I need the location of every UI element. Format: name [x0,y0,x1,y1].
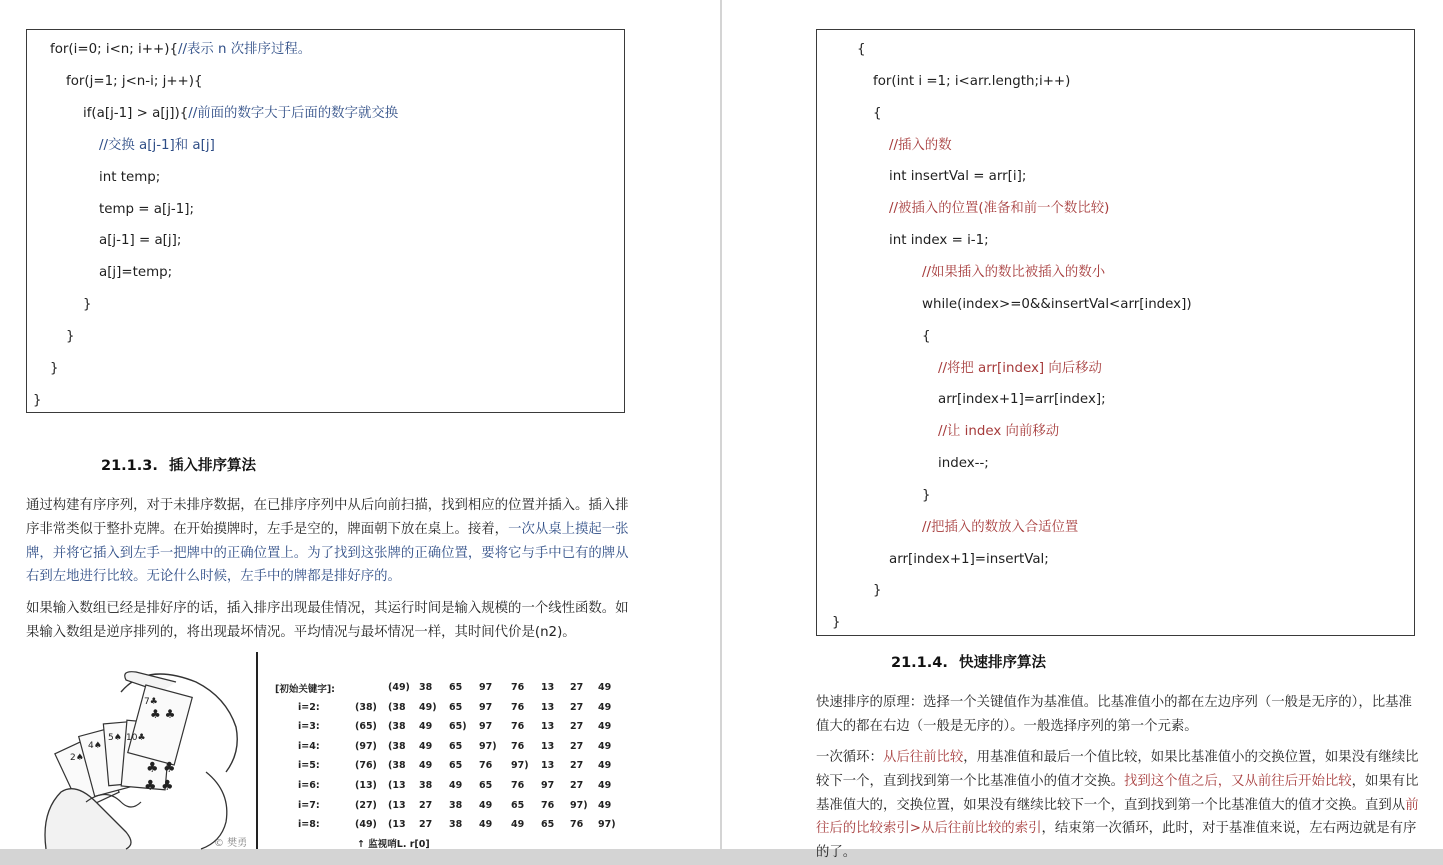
svg-text:7♣: 7♣ [144,697,158,707]
trace-cell: 97 [479,721,493,733]
code-text: arr[index+1]=insertVal; [889,551,1049,567]
svg-text:4♠: 4♠ [88,741,102,751]
code-line [873,575,882,607]
code-line [922,289,1192,321]
text-run: 如果输入数组已经是排好序的话，插入排序出现最佳情况，其运行时间是输入规模的一个线性函数。如果输入数组是逆序排列的，将出现最坏情况。平均情况与最坏情况一样，其时间代价是(n2)。 [26,601,629,640]
trace-cell: 27 [570,740,584,752]
trace-row-label: i=5: [298,760,320,772]
trace-cell: 76 [511,682,525,693]
trace-cell: 97) [570,799,588,811]
code-text: } [66,329,75,345]
code-comment: //表示 n 次排序过程。 [177,42,312,57]
trace-cell: (27) [355,799,377,811]
trace-cell: 97) [598,819,616,831]
code-comment: //把插入的数放入合适位置 [922,519,1079,535]
code-comment: //让 index 向前移动 [938,424,1060,440]
trace-cell: 76 [511,721,525,733]
trace-cell: 13 [541,760,555,772]
figure-divider [256,652,258,849]
trace-footer: ↑ 监视哨L. r[0] [357,839,430,850]
trace-cell: (38 [388,760,406,772]
trace-row-label: i=7: [298,799,320,811]
trace-cell: 13 [541,721,555,733]
trace-cell: 76 [541,799,555,811]
trace-cell: 76 [570,819,584,831]
svg-text:5♠: 5♠ [108,733,122,743]
trace-cell: 65 [449,701,463,713]
text-run: 快速排序的原理：选择一个关键值作为基准值。比基准值小的都在左边序列（一般是无序的），比基准值大的都在右边（一般是无序的）。一般选择序列的第一个元素。 [816,695,1412,734]
text-run: ，如果有比基准值大的，交换位置，如果没有继续比较下一个，直到找到第一个比基准值大的值才交换。直到从 [816,773,1419,813]
trace-cell: (65) [355,721,377,733]
code-line [889,225,989,257]
code-line [922,321,931,353]
code-text: int insertVal = arr[i]; [889,169,1027,185]
code-line [99,225,181,257]
code-text: a[j]=temp; [99,265,173,281]
insertion-sort-description [26,494,630,589]
trace-cell: 65 [511,799,525,811]
trace-cell: 27 [419,799,433,811]
trace-cell: 49 [598,760,612,772]
trace-cell: 38 [449,799,463,811]
section-title: 插入排序算法 [169,458,256,474]
trace-cell: (76) [355,760,377,772]
code-text: } [832,615,841,631]
code-text: } [50,361,59,376]
text-run: 找到这个值之后，又从前往后开始比较 [1123,773,1352,789]
code-line [50,353,59,385]
trace-cell: (38 [388,721,406,733]
quick-sort-heading [891,651,1046,672]
trace-cell: 65 [449,740,463,752]
code-line [873,98,882,130]
code-line [66,66,203,98]
trace-cell: 49 [419,740,433,752]
trace-cell: 38 [449,819,463,831]
trace-cell: (13 [388,799,406,811]
trace-cell: 49 [598,701,612,713]
code-line [50,34,311,66]
text-run: 前往后的比较索引>从后往前比较的索引 [816,797,1419,837]
code-line [938,448,989,480]
trace-cell: 13 [541,682,555,693]
code-text: { [857,42,866,57]
code-comment: //交换 a[j-1]和 a[j] [99,137,215,153]
code-line [873,66,1070,98]
insertion-sort-heading [101,454,256,475]
trace-cell: 13 [541,701,555,713]
code-line [83,289,92,321]
code-text: a[j-1] = a[j]; [99,233,182,249]
trace-header-label: [初始关键字]: [275,684,335,695]
code-text: { [873,105,882,121]
trace-cell: (13) [355,780,377,791]
bubble-sort-code-block [26,29,625,413]
svg-text:♣ ♣: ♣ ♣ [150,707,176,721]
code-line [889,161,1026,193]
trace-cell: 76 [479,760,493,772]
code-line [99,257,172,289]
code-line [922,480,931,512]
text-run: 从后往前比较 [882,750,964,765]
trace-cell: 65) [449,721,467,733]
code-line [889,544,1049,576]
text-run: ，用基准值和最后一个值比较，如果比基准值小的交换位置，如果没有继续比较下一个，直到找到第一个比基准值小的值才交换。 [816,750,1419,789]
code-text: if(a[j-1] > a[j]){ [83,105,189,121]
svg-text:10♣: 10♣ [126,733,146,743]
text-run: 一次循环： [816,750,883,765]
code-comment: //被插入的位置(准备和前一个数比较) [889,201,1110,217]
code-text: for(int i =1; i<arr.length;i++) [873,73,1071,89]
trace-cell: 65 [541,819,555,831]
code-line [99,162,160,194]
trace-cell: 49) [419,701,437,713]
insertion-sort-figure [26,652,632,849]
code-text: } [922,487,931,503]
trace-cell: 65 [479,780,493,791]
trace-cell: 97 [541,780,555,791]
code-line [938,416,1059,448]
trace-cell: (13 [388,819,406,831]
trace-cell: 97) [511,760,529,772]
code-text: int index = i-1; [889,233,989,249]
trace-cell: (49) [388,682,410,693]
trace-cell: 38 [419,780,433,791]
code-line [66,321,75,353]
trace-cell: 27 [419,819,433,831]
code-comment: //插入的数 [889,137,952,153]
trace-cell: 49 [511,819,525,831]
trace-cell: 97 [479,701,493,713]
code-comment: //如果插入的数比被插入的数小 [922,264,1106,280]
left-page [0,0,720,849]
trace-cell: 38 [419,682,433,693]
trace-cell: (38 [388,740,406,752]
trace-cell: (49) [355,819,377,831]
trace-cell: 49 [598,780,612,791]
code-line [922,257,1105,289]
trace-cell: 97 [479,682,493,693]
trace-cell: 49 [479,799,493,811]
code-line [922,512,1078,544]
trace-cell: 49 [449,780,463,791]
code-line [857,34,866,66]
text-run: ，结束第一次循环，此时，对于基准值来说，左右两边就是有序的了。 [816,821,1417,861]
trace-cell: 27 [570,682,584,693]
code-text: while(index>=0&&insertVal<arr[index]) [922,296,1192,312]
trace-cell: (13 [388,780,406,791]
trace-cell: 27 [570,701,584,713]
section-number: 21.1.3. [101,458,158,474]
text-run: 通过构建有序序列，对于未排序数据，在已排序序列中从后向前扫描，找到相应的位置并插入。插入排序非常类似于整扑克牌。在开始摸牌时，左手是空的，牌面朝下放在桌上。接着， [26,498,629,537]
code-text: } [83,297,92,313]
trace-cell: 65 [449,682,463,693]
trace-cell: 49 [598,682,612,693]
section-number: 21.1.4. [891,655,948,671]
trace-cell: 27 [570,780,584,791]
code-text: arr[index+1]=arr[index]; [938,392,1106,408]
code-text: index--; [938,456,989,472]
trace-cell: (38) [355,701,377,713]
svg-text:♣ ♣: ♣ ♣ [144,778,174,794]
insertion-sort-code-block [816,29,1415,636]
trace-cell: 49 [419,760,433,772]
trace-cell: 27 [570,721,584,733]
code-line [889,193,1109,225]
trace-cell: 49 [598,721,612,733]
trace-row-label: i=4: [298,740,320,752]
section-title: 快速排序算法 [959,655,1046,671]
trace-cell: (97) [355,740,377,752]
trace-row-label: i=3: [298,721,320,733]
code-text: } [873,583,882,599]
trace-cell: 65 [449,760,463,772]
trace-cell: 49 [479,819,493,831]
code-line [832,607,841,639]
code-comment: //将把 arr[index] 向后移动 [938,360,1102,376]
trace-cell: 49 [598,799,612,811]
insertion-sort-complexity [26,597,636,645]
code-text: for(j=1; j<n-i; j++){ [66,73,203,89]
code-line [33,385,42,417]
code-line [99,194,194,226]
trace-cell: 97) [479,740,497,752]
insertion-sort-trace-table [271,652,632,849]
trace-cell: 49 [598,740,612,752]
quick-sort-loop-description [816,746,1420,865]
quick-sort-principle [816,691,1420,739]
text-run: 一次从桌上摸起一张牌，并将它插入到左手一把牌中的正确位置上。为了找到这张牌的正确位置，要将它与手中已有的牌从右到左地进行比较。无论什么时候，左手中的牌都是排好序的。 [26,521,629,585]
code-line [938,353,1102,385]
trace-row-label: i=8: [298,819,320,831]
code-line [889,130,952,162]
figure-watermark: © 樊勇 [214,838,248,849]
code-text: } [33,392,42,408]
trace-row-label: i=6: [298,780,320,791]
code-comment: //前面的数字大于后面的数字就交换 [188,105,399,121]
playing-cards-illustration [26,652,256,849]
code-text: int temp; [99,169,161,185]
svg-text:2♠: 2♠ [70,753,84,763]
trace-cell: 27 [570,760,584,772]
code-line [83,98,398,130]
trace-cell: 76 [511,780,525,791]
right-page [722,0,1443,861]
trace-cell: 13 [541,740,555,752]
code-text: { [922,328,931,344]
trace-cell: 76 [511,740,525,752]
code-line [99,130,215,162]
code-text: temp = a[j-1]; [99,201,195,217]
svg-text:♣ ♣: ♣ ♣ [146,760,176,776]
trace-cell: 76 [511,701,525,713]
trace-cell: 49 [419,721,433,733]
code-text: for(i=0; i<n; i++){ [50,42,178,57]
code-line [938,384,1106,416]
trace-cell: (38 [388,701,406,713]
trace-row-label: i=2: [298,701,320,713]
